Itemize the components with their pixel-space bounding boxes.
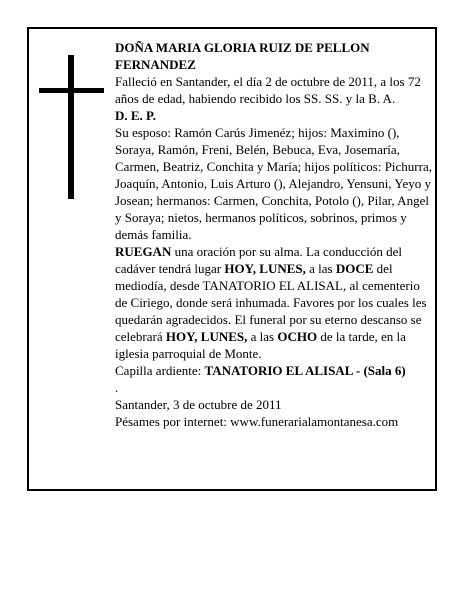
date-line: Santander, 3 de octubre de 2011 xyxy=(115,397,282,412)
funeral-request xyxy=(115,243,433,362)
request-text-5: de la tarde, en la iglesia parroquial de Monte. xyxy=(115,329,406,361)
deceased-name: DOÑA MARIA GLORIA RUIZ DE PELLON FERNANDEZ xyxy=(115,40,370,72)
chapel-label: Capilla ardiente: xyxy=(115,363,205,378)
ruegan-label: RUEGAN xyxy=(115,244,172,259)
hoy-lunes-1: HOY, LUNES, xyxy=(224,261,306,276)
hoy-lunes-2: HOY, LUNES, xyxy=(165,329,248,344)
chapel-place: TANATORIO EL ALISAL - (Sala 6) xyxy=(204,363,406,378)
request-text-2: a las xyxy=(305,261,336,276)
condolences-line: Pésames por internet: www.funerarialamontanesa.com xyxy=(115,414,399,429)
request-text-3: del mediodía, desde TANATORIO EL ALISAL, al cementerio de Ciriego, donde será inhumada. Favores por los cuales les quedarán agradecidos. El funeral por su eterno descanso se celebrará xyxy=(115,261,427,344)
chapel-line xyxy=(115,362,433,396)
request-text-4: a las xyxy=(247,329,278,344)
cross-horizontal-bar xyxy=(39,88,104,93)
dep-heading: D. E. P. xyxy=(115,108,157,123)
request-text-1: una oración por su alma. La conducción del cadáver tendrá lugar xyxy=(115,244,403,276)
chapel-trailing: . xyxy=(115,380,119,395)
doce-time: DOCE xyxy=(335,261,374,276)
obituary-notice xyxy=(27,27,437,491)
death-announcement: Falleció en Santander, el día 2 de octubre de 2011, a los 72 años de edad, habiendo recibido los SS. SS. y la B. A. xyxy=(115,74,421,106)
notice-text xyxy=(115,39,433,430)
ocho-time: OCHO xyxy=(277,329,318,344)
family-list: Su esposo: Ramón Carús Jimenéz; hijos: Maximino (), Soraya, Ramón, Freni, Belén, Bebuca, Eva, Josemaría, Carmen, Beatriz, Conchita y María; hijos políticos: Pichurra, Joaquín, Antonio, Luis Arturo (), Alejandro, Yensuni, Yeyo y Josean; hermanos: Carmen, Conchita, Potolo (), Pilar, Angel y Soraya; nietos, hermanos políticos, sobrinos, primos y demás familia. xyxy=(115,125,432,242)
cross-icon xyxy=(39,55,109,199)
cross-vertical-bar xyxy=(68,55,74,199)
